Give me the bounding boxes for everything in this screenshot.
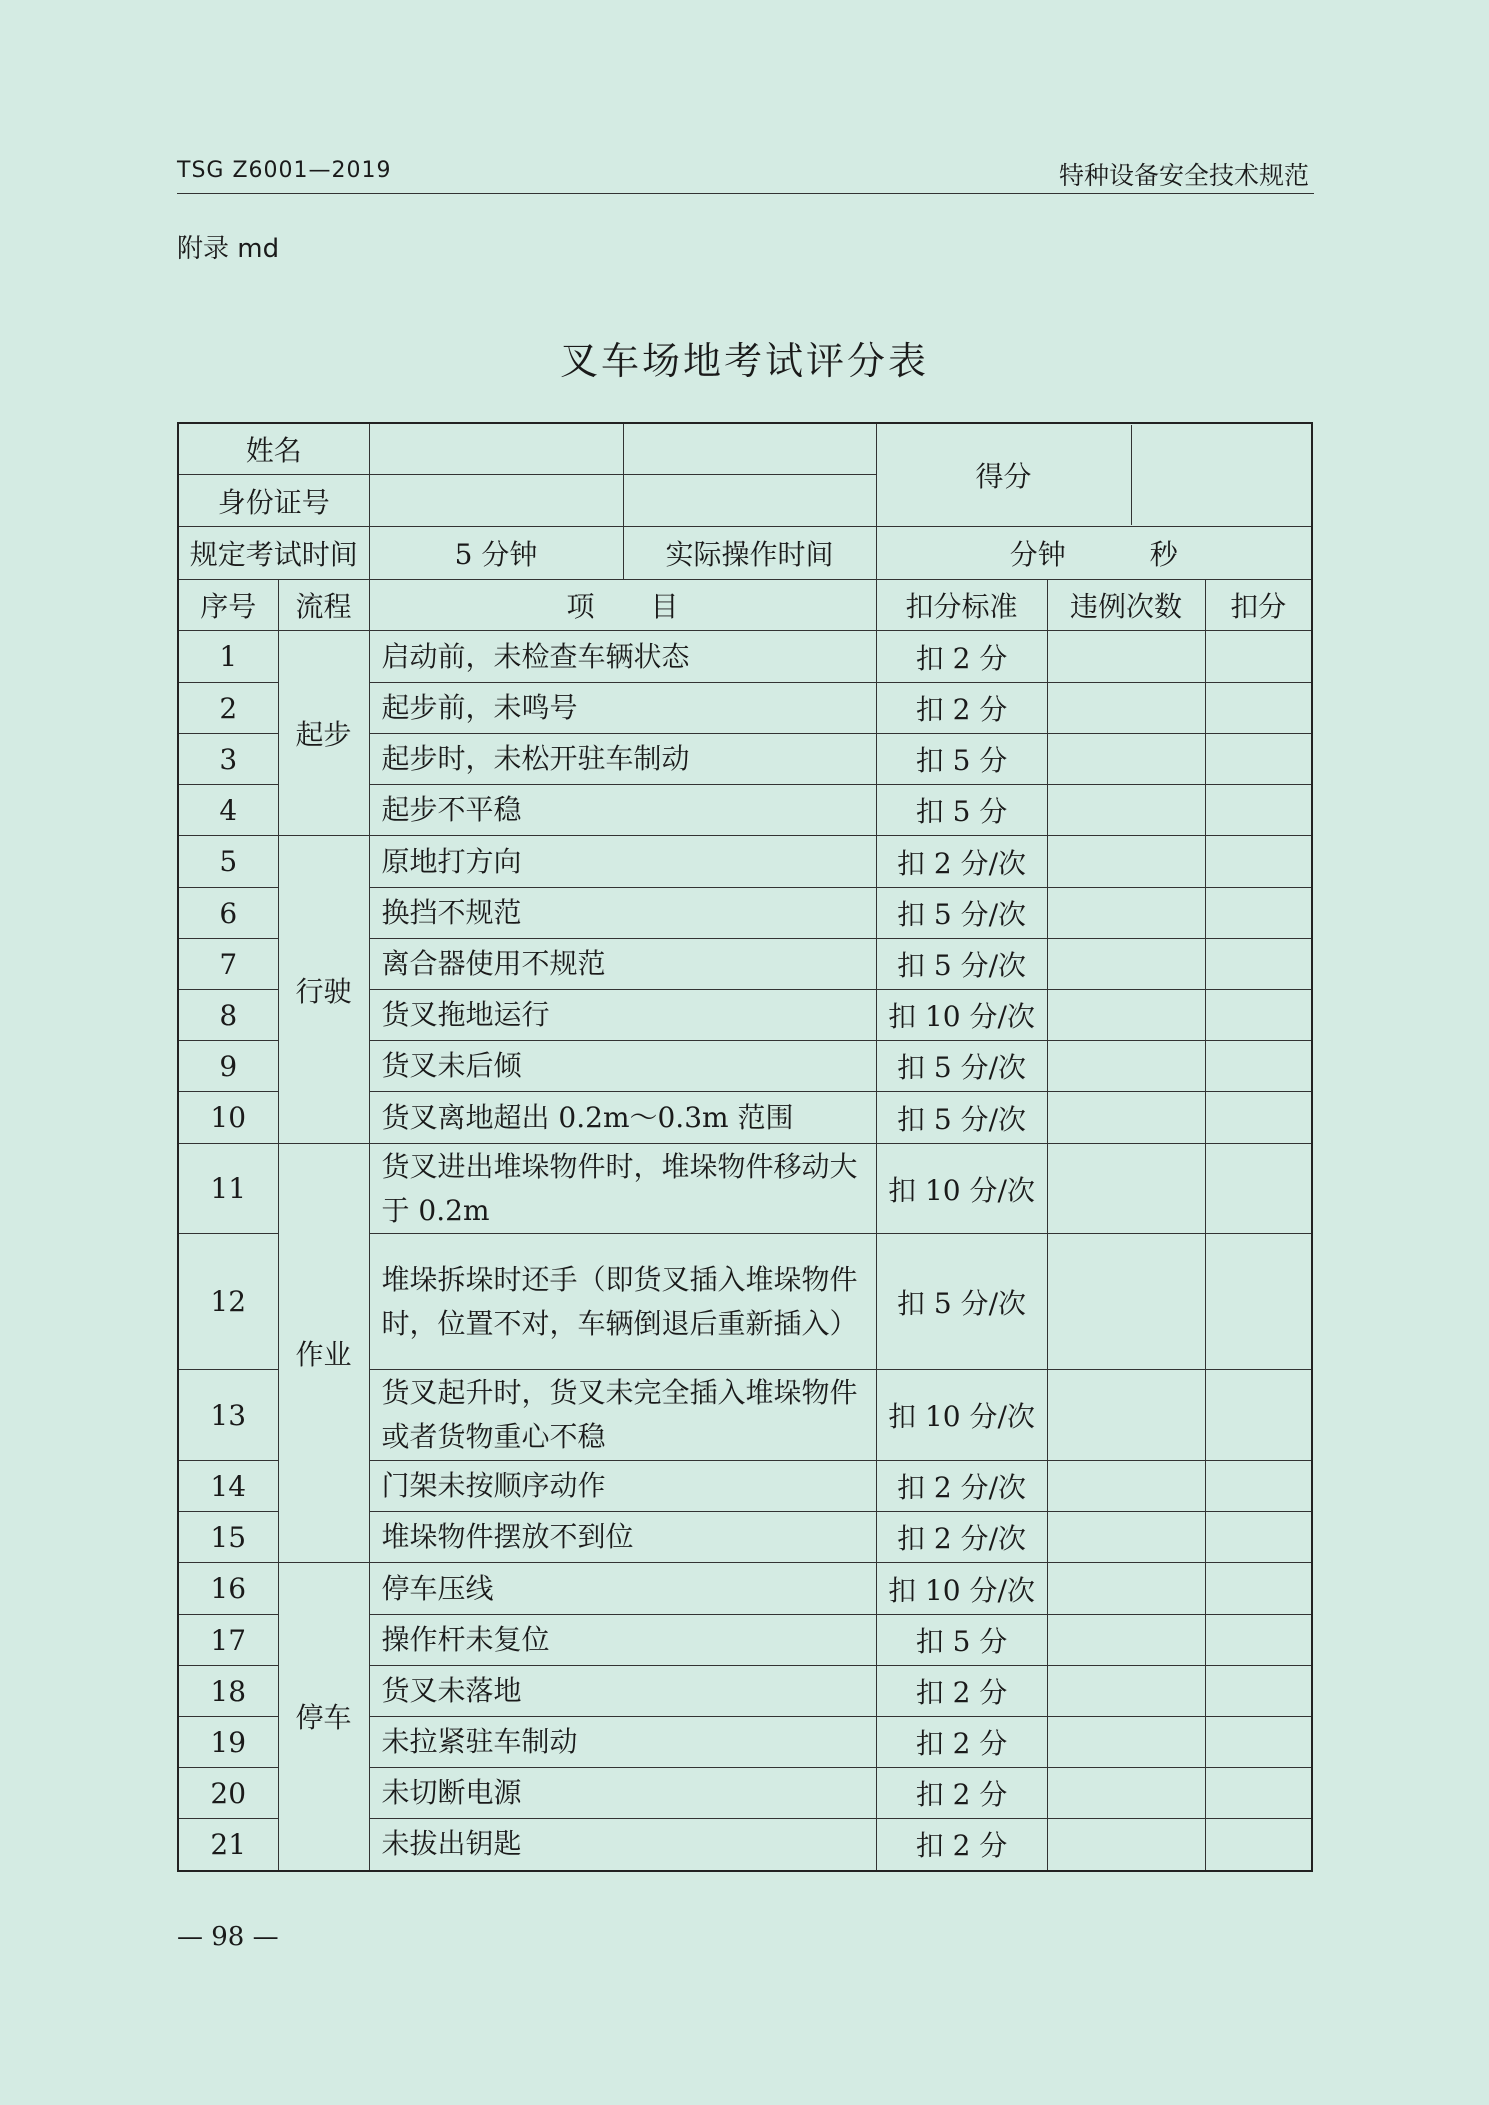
info-row-name [178,423,1312,475]
score-field[interactable] [1132,425,1312,525]
col-header-no: 序号 [178,580,278,631]
violation-count-cell[interactable] [1047,1768,1205,1819]
item-description: 起步不平稳 [369,785,876,836]
violation-count-cell[interactable] [1047,1144,1205,1234]
deduction-cell[interactable] [1205,888,1312,939]
deduction-standard: 扣 5 分 [876,734,1047,785]
row-number: 10 [178,1092,278,1144]
row-number: 21 [178,1819,278,1871]
row-number: 13 [178,1370,278,1461]
item-description: 货叉离地超出 0.2m～0.3m 范围 [369,1092,876,1144]
deduction-cell[interactable] [1205,990,1312,1041]
item-description: 堆垛物件摆放不到位 [369,1512,876,1563]
row-number: 1 [178,631,278,683]
deduction-standard: 扣 5 分/次 [876,888,1047,939]
item-description: 货叉起升时，货叉未完全插入堆垛物件或者货物重心不稳 [369,1370,876,1461]
row-number: 4 [178,785,278,836]
id-number-field[interactable] [369,475,876,527]
info-row-time [178,527,1312,580]
process-stage: 起步 [278,631,369,836]
deduction-standard: 扣 5 分 [876,785,1047,836]
deduction-standard: 扣 10 分/次 [876,1144,1047,1234]
page-title: 叉车场地考试评分表 [559,339,929,383]
violation-count-cell[interactable] [1047,1041,1205,1092]
deduction-cell[interactable] [1205,1144,1312,1234]
violation-count-cell[interactable] [1047,785,1205,836]
actual-time-label: 实际操作时间 [665,538,834,571]
table-row [178,1563,1312,1615]
deduction-cell[interactable] [1205,1819,1312,1871]
violation-count-cell[interactable] [1047,1819,1205,1871]
deduction-cell[interactable] [1205,1234,1312,1370]
row-number: 2 [178,683,278,734]
row-number: 12 [178,1234,278,1370]
violation-count-cell[interactable] [1047,1461,1205,1512]
row-number: 18 [178,1666,278,1717]
score-block [876,423,1312,527]
col-header-standard: 扣分标准 [876,580,1047,631]
item-description: 货叉未后倾 [369,1041,876,1092]
item-description: 原地打方向 [369,836,876,888]
violation-count-cell[interactable] [1047,1615,1205,1666]
actual-time-value[interactable]: 分钟 秒 [876,527,1312,580]
row-number: 16 [178,1563,278,1615]
deduction-standard: 扣 5 分/次 [876,939,1047,990]
deduction-cell[interactable] [1205,836,1312,888]
violation-count-cell[interactable] [1047,1563,1205,1615]
deduction-standard: 扣 2 分 [876,683,1047,734]
item-description: 离合器使用不规范 [369,939,876,990]
item-description: 门架未按顺序动作 [369,1461,876,1512]
deduction-cell[interactable] [1205,1666,1312,1717]
deduction-cell[interactable] [1205,1717,1312,1768]
name-label: 姓名 [178,423,369,475]
deduction-standard: 扣 10 分/次 [876,1563,1047,1615]
row-number: 11 [178,1144,278,1234]
table-row [178,631,1312,683]
col-header-process: 流程 [278,580,369,631]
col-header-deduct: 扣分 [1205,580,1312,631]
deduction-cell[interactable] [1205,939,1312,990]
violation-count-cell[interactable] [1047,939,1205,990]
time-limit-value: 5 分钟 [370,527,624,579]
violation-count-cell[interactable] [1047,1370,1205,1461]
deduction-standard: 扣 2 分 [876,1819,1047,1871]
item-description: 未拉紧驻车制动 [369,1717,876,1768]
score-label: 得分 [877,425,1132,525]
violation-count-cell[interactable] [1047,1512,1205,1563]
time-block [369,527,876,580]
item-description: 未切断电源 [369,1768,876,1819]
deduction-cell[interactable] [1205,785,1312,836]
process-stage: 停车 [278,1563,369,1871]
violation-count-cell[interactable] [1047,1717,1205,1768]
row-number: 9 [178,1041,278,1092]
item-description: 停车压线 [369,1563,876,1615]
violation-count-cell[interactable] [1047,1666,1205,1717]
deduction-cell[interactable] [1205,1615,1312,1666]
deduction-cell[interactable] [1205,734,1312,785]
deduction-cell[interactable] [1205,1512,1312,1563]
violation-count-cell[interactable] [1047,836,1205,888]
header-document-type: 特种设备安全技术规范 [1058,161,1309,190]
deduction-standard: 扣 5 分/次 [876,1041,1047,1092]
row-number: 8 [178,990,278,1041]
violation-count-cell[interactable] [1047,734,1205,785]
row-number: 14 [178,1461,278,1512]
violation-count-cell[interactable] [1047,631,1205,683]
row-number: 15 [178,1512,278,1563]
violation-count-cell[interactable] [1047,683,1205,734]
deduction-standard: 扣 2 分 [876,631,1047,683]
row-number: 5 [178,836,278,888]
deduction-standard: 扣 2 分 [876,1717,1047,1768]
col-header-item: 项 目 [369,580,876,631]
violation-count-cell[interactable] [1047,1234,1205,1370]
violation-count-cell[interactable] [1047,1092,1205,1144]
page-number: — 98 — [177,1922,279,1952]
deduction-cell[interactable] [1205,1041,1312,1092]
violation-count-cell[interactable] [1047,888,1205,939]
column-header-row [178,580,1312,631]
item-description: 堆垛拆垛时还手（即货叉插入堆垛物件时，位置不对，车辆倒退后重新插入） [369,1234,876,1370]
id-number-label: 身份证号 [178,475,369,527]
deduction-standard: 扣 2 分/次 [876,836,1047,888]
table-row [178,1144,1312,1234]
header-rule [177,193,1314,194]
item-description: 换挡不规范 [369,888,876,939]
deduction-standard: 扣 5 分/次 [876,1092,1047,1144]
deduction-cell[interactable] [1205,1563,1312,1615]
deduction-standard: 扣 10 分/次 [876,1370,1047,1461]
appendix-label: 附录 md [177,234,280,264]
name-field[interactable] [369,423,876,475]
deduction-standard: 扣 2 分 [876,1666,1047,1717]
row-number: 17 [178,1615,278,1666]
deduction-standard: 扣 5 分 [876,1615,1047,1666]
scoring-table [177,422,1313,1872]
row-number: 19 [178,1717,278,1768]
deduction-cell[interactable] [1205,683,1312,734]
row-number: 20 [178,1768,278,1819]
deduction-cell[interactable] [1205,1092,1312,1144]
item-description: 未拔出钥匙 [369,1819,876,1871]
item-description: 货叉拖地运行 [369,990,876,1041]
row-number: 3 [178,734,278,785]
header-standard-code: TSG Z6001—2019 [177,158,392,183]
process-stage: 行驶 [278,836,369,1144]
deduction-standard: 扣 5 分/次 [876,1234,1047,1370]
item-description: 起步时，未松开驻车制动 [369,734,876,785]
deduction-standard: 扣 2 分/次 [876,1512,1047,1563]
item-description: 货叉进出堆垛物件时，堆垛物件移动大于 0.2m [369,1144,876,1234]
item-description: 货叉未落地 [369,1666,876,1717]
deduction-cell[interactable] [1205,1461,1312,1512]
item-description: 起步前，未鸣号 [369,683,876,734]
item-description: 启动前，未检查车辆状态 [369,631,876,683]
violation-count-cell[interactable] [1047,990,1205,1041]
deduction-cell[interactable] [1205,1768,1312,1819]
process-stage: 作业 [278,1144,369,1563]
deduction-standard: 扣 2 分/次 [876,1461,1047,1512]
item-description: 操作杆未复位 [369,1615,876,1666]
deduction-cell[interactable] [1205,631,1312,683]
deduction-cell[interactable] [1205,1370,1312,1461]
row-number: 7 [178,939,278,990]
table-row [178,836,1312,888]
deduction-standard: 扣 10 分/次 [876,990,1047,1041]
col-header-violations: 违例次数 [1047,580,1205,631]
row-number: 6 [178,888,278,939]
deduction-standard: 扣 2 分 [876,1768,1047,1819]
time-limit-label: 规定考试时间 [178,527,369,580]
